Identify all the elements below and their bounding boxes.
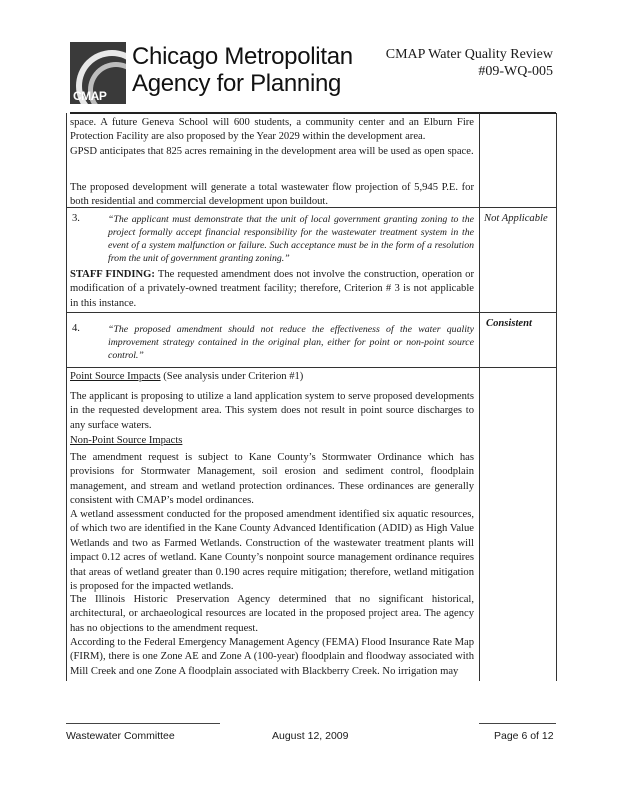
organization-name (132, 43, 353, 97)
criterion-4-text: “The proposed amendment should not reduce the effectiveness of the water quality improvement strategy contained in the original plan, either for point or non-point source control.” (108, 324, 474, 361)
cmap-logo (70, 42, 126, 104)
point-source-text: The applicant is proposing to utilize a land application system to serve proposed developments in the requested development area. This system does not result in point source discharges to any surface waters. (70, 391, 474, 431)
nonpoint-paragraph-4: According to the Federal Emergency Management Agency (FEMA) Flood Insurance Rate Map (FIRM), there is one Zone AE and Zone A (100-year) floodplain and floodway associated with Mill Creek and one Zone A floodplain associated with Blackberry Creek. No irrigation may (70, 637, 474, 677)
footer-rule-right (479, 723, 556, 724)
table-border-left (66, 113, 67, 681)
point-source-note: (See analysis under Criterion #1) (160, 371, 304, 382)
org-line-1: Chicago Metropolitan (132, 43, 353, 70)
logo-text: CMAP (73, 89, 107, 103)
nonpoint-paragraph-2: A wetland assessment conducted for the proposed amendment identified six aquatic resources, of which two are identified in the Kane County Advanced Identification (ADID) as High Value Wetlands and two as Farmed Wetlands. Construction of the wastewater treatment plants will impact 0.12 acres of wetland. Kane County’s nonpoint source management ordinance requires that areas of wetland greater than 0.190 acres require mitigation; therefore, wetland mitigation is proposed for the impacted wetlands. (70, 509, 474, 593)
nonpoint-paragraph-3: The Illinois Historic Preservation Agency determined that no significant historical, architectural, or archaeological resources are located in the proposed project area. The agency has no objections to the amendment request. (70, 594, 474, 634)
table-column-divider (479, 113, 480, 681)
table-border-right (556, 113, 557, 681)
criterion-3-text: “The applicant must demonstrate that the unit of local government granting zoning to the project formally accept financial responsibility for the wastewater treatment system in the event of a system malfunction or failure. Such acceptance must be in the form of a resolution from the unit of government granting zoning.” (108, 214, 474, 264)
nonpoint-heading: Non-Point Source Impacts (70, 435, 183, 446)
point-source-heading: Point Source Impacts (70, 371, 161, 382)
intro-paragraph-3: The proposed development will generate a total wastewater flow projection of 5,945 P.E. for both residential and commercial development upon buildout. (70, 182, 474, 208)
nonpoint-paragraph-1: The amendment request is subject to Kane County’s Stormwater Ordinance which has provisions for Stormwater Management, soil erosion and sediment control, floodplain management, and stream and wetland protection ordinances. These ordinances are generally consistent with CMAP’s model ordinances. (70, 452, 474, 507)
criterion-4-status: Consistent (486, 318, 532, 329)
intro-paragraph-1: space. A future Geneva School will 600 students, a community center and an Elburn Fire Protection Facility are also proposed by the Year 2029 within the development area. (70, 117, 474, 143)
criterion-3-number: 3. (72, 213, 80, 224)
footer-rule-left (66, 723, 220, 724)
header-rule (70, 112, 556, 114)
footer-page-number: Page 6 of 12 (494, 730, 554, 742)
point-source-heading-line (70, 370, 474, 384)
footer-date: August 12, 2009 (272, 730, 349, 742)
review-id (386, 46, 553, 80)
criterion-3-status: Not Applicable (484, 213, 548, 224)
intro-paragraph-2: GPSD anticipates that 825 acres remaining in the development area will be used as open space. (70, 146, 474, 157)
row-divider (66, 312, 556, 313)
criterion-3-staff-finding (70, 268, 474, 311)
staff-finding-label: STAFF FINDING: (70, 269, 155, 280)
staff-finding-text: The requested amendment does not involve the construction, operation or modification of a privately-owned treatment facility; therefore, Criterion # 3 is not applicable in this instance. (70, 269, 474, 309)
org-line-2: Agency for Planning (132, 70, 342, 97)
row-divider (66, 367, 556, 368)
footer-committee: Wastewater Committee (66, 730, 175, 742)
review-number: #09-WQ-005 (478, 64, 553, 79)
criterion-4-number: 4. (72, 323, 80, 334)
review-title: CMAP Water Quality Review (385, 47, 553, 62)
